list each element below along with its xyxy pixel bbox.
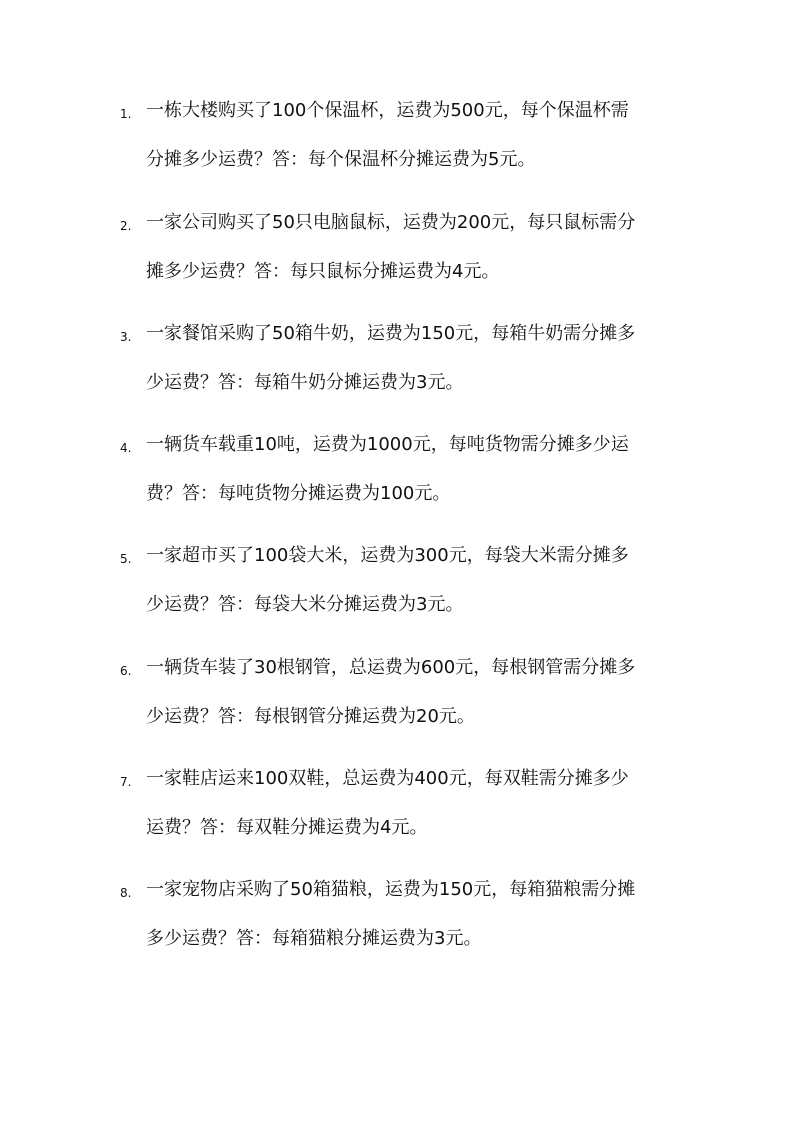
item-number: 3. — [120, 330, 132, 344]
problem-text-line-2: 运费？答：每双鞋分摊运费为4元。 — [146, 817, 428, 838]
item-number: 5. — [120, 552, 132, 566]
problem-text-line-1: 一家鞋店运来100双鞋，总运费为400元，每双鞋需分摊多少 — [146, 768, 629, 789]
problem-item-2 — [0, 211, 800, 321]
problem-item-6 — [0, 656, 800, 766]
item-number: 1. — [120, 107, 132, 121]
problem-text-line-1: 一家公司购买了50只电脑鼠标，运费为200元，每只鼠标需分 — [146, 212, 636, 233]
problem-text-line-2: 费？答：每吨货物分摊运费为100元。 — [146, 483, 451, 504]
problem-text-line-1: 一家超市买了100袋大米，运费为300元，每袋大米需分摊多 — [146, 545, 629, 566]
problem-item-1 — [0, 99, 800, 209]
item-number: 7. — [120, 775, 132, 789]
problem-text-line-2: 摊多少运费？答：每只鼠标分摊运费为4元。 — [146, 261, 500, 282]
item-number: 8. — [120, 886, 132, 900]
problem-text-line-2: 少运费？答：每袋大米分摊运费为3元。 — [146, 594, 464, 615]
item-number: 2. — [120, 219, 132, 233]
problem-item-7 — [0, 767, 800, 877]
problem-item-4 — [0, 433, 800, 543]
item-number: 6. — [120, 664, 132, 678]
problem-item-3 — [0, 322, 800, 432]
item-number: 4. — [120, 441, 132, 455]
problem-item-5 — [0, 544, 800, 654]
problem-text-line-2: 少运费？答：每根钢管分摊运费为20元。 — [146, 706, 475, 727]
problem-text-line-1: 一栋大楼购买了100个保温杯，运费为500元，每个保温杯需 — [146, 100, 629, 121]
problem-text-line-1: 一辆货车载重10吨，运费为1000元，每吨货物需分摊多少运 — [146, 434, 629, 455]
problem-text-line-1: 一家餐馆采购了50箱牛奶，运费为150元，每箱牛奶需分摊多 — [146, 323, 636, 344]
problem-text-line-2: 分摊多少运费？答：每个保温杯分摊运费为5元。 — [146, 149, 536, 170]
problem-item-8 — [0, 878, 800, 988]
problem-text-line-1: 一家宠物店采购了50箱猫粮，运费为150元，每箱猫粮需分摊 — [146, 879, 636, 900]
problem-text-line-1: 一辆货车装了30根钢管，总运费为600元，每根钢管需分摊多 — [146, 657, 636, 678]
problem-text-line-2: 多少运费？答：每箱猫粮分摊运费为3元。 — [146, 928, 482, 949]
problem-text-line-2: 少运费？答：每箱牛奶分摊运费为3元。 — [146, 372, 464, 393]
